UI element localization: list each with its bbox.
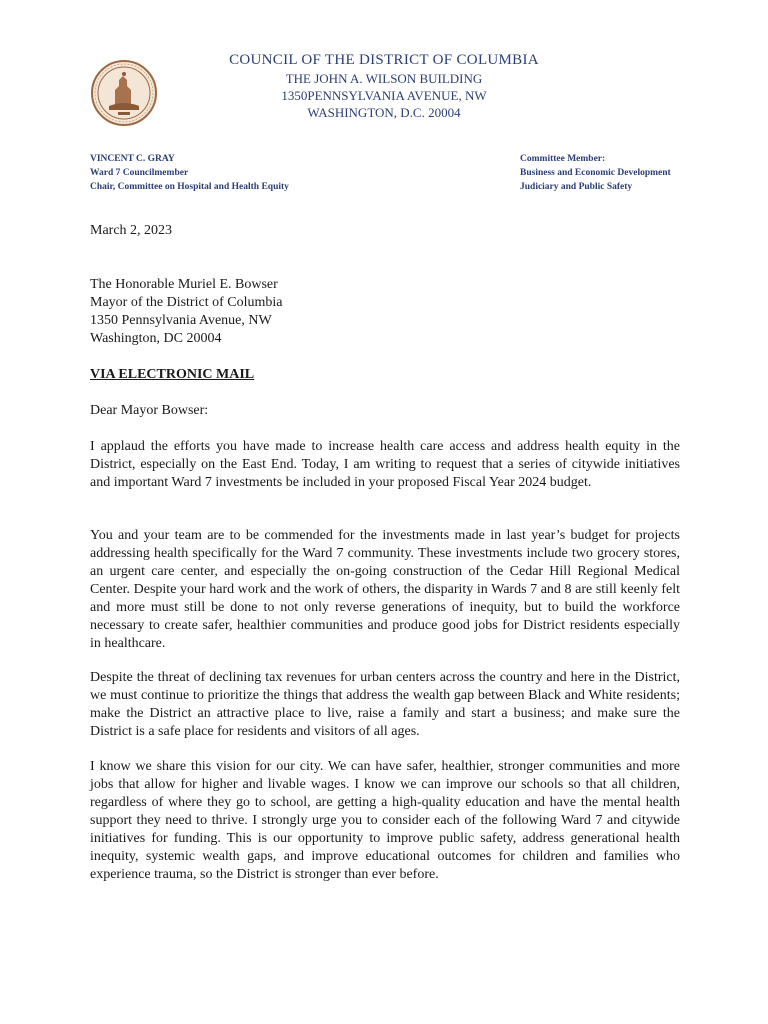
addressee-line: The Honorable Muriel E. Bowser <box>90 277 278 292</box>
addressee-line: Mayor of the District of Columbia <box>90 295 283 310</box>
letter-date: March 2, 2023 <box>90 223 173 238</box>
committee-info <box>520 152 671 194</box>
councilmember-role: Ward 7 Councilmember <box>90 168 189 178</box>
delivery-method: VIA ELECTRONIC MAIL <box>90 367 255 382</box>
district-seal-icon <box>91 60 157 126</box>
paragraph-4: I know we share this vision for our city. We can have safer, healthier, stronger communities and more jobs that allow for higher and livable wages. I know we can improve our schools so that all children, regardless of where they go to school, are getting a high-quality education and have the mental health support they need to thrive. I strongly urge you to consider each of the following Ward 7 and citywide initiatives for funding. This is our opportunity to improve public safety, address generational health inequity, systemic wealth gaps, and improve educational outcomes for children and families who experience trauma, so the District is stronger than ever before. <box>90 759 680 882</box>
city-address: WASHINGTON, D.C. 20004 <box>307 105 461 120</box>
council-name: COUNCIL OF THE DISTRICT OF COLUMBIA <box>229 52 539 68</box>
committee-1: Business and Economic Development <box>520 168 671 178</box>
letterhead <box>160 50 608 121</box>
councilmember-name: VINCENT C. GRAY <box>90 154 175 164</box>
addressee-block <box>90 276 680 348</box>
councilmember-info <box>90 152 289 194</box>
paragraph-2: You and your team are to be commended for the investments made in last year’s budget for projects addressing health specifically for the Ward 7 community. These investments include two grocery stores, an urgent care center, and especially the on-going construction of the Cedar Hill Regional Medical Center. Despite your hard work and the work of others, the disparity in Wards 7 and 8 are still keenly felt and more must still be done to not only reverse generations of inequity, but to build the workforce necessary to create safer, healthier communities and produce good jobs for District residents especially in healthcare. <box>90 528 680 651</box>
committee-2: Judiciary and Public Safety <box>520 182 633 192</box>
paragraph-1: I applaud the efforts you have made to increase health care access and address health equity in the District, especially on the East End. Today, I am writing to request that a series of citywide initiatives and important Ward 7 investments be included in your proposed Fiscal Year 2024 budget. <box>90 439 680 490</box>
councilmember-chair: Chair, Committee on Hospital and Health Equity <box>90 182 289 192</box>
paragraph-3: Despite the threat of declining tax revenues for urban centers across the country and here in the District, we must continue to prioritize the things that address the wealth gap between Black and White residents; make the District an attractive place to live, raise a family and start a business; and make sure the District is a safe place for residents and visitors of all ages. <box>90 670 680 739</box>
building-name: THE JOHN A. WILSON BUILDING <box>285 71 483 86</box>
committee-title: Committee Member: <box>520 154 606 164</box>
addressee-line: Washington, DC 20004 <box>90 331 222 346</box>
salutation: Dear Mayor Bowser: <box>90 403 209 418</box>
street-address: 1350PENNSYLVANIA AVENUE, NW <box>281 88 487 103</box>
addressee-line: 1350 Pennsylvania Avenue, NW <box>90 313 272 328</box>
